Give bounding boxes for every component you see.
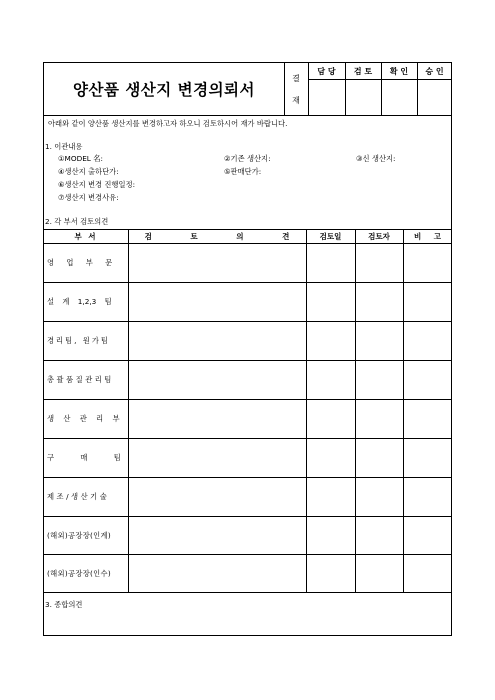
col-header-remarks: 비 고	[413, 232, 442, 241]
dept-row-accounting: 경리팀, 원가팀	[47, 336, 110, 345]
intro-text: 아래와 같이 양산품 생산지를 변경하고자 하오니 검토하시어 재가 바랍니다.	[48, 119, 288, 128]
approval-label	[284, 63, 308, 115]
dept-row-quality: 총괄품질관리팀	[47, 375, 114, 384]
field-sale-price: ⑤판매단가:	[224, 167, 262, 176]
header-bottom-rule	[44, 115, 452, 116]
dept-row-plant-handover: (해외)공장장(인계)	[47, 530, 112, 540]
col-header-review-date: 검토일	[319, 232, 342, 241]
approval-col-approve: 승 인	[425, 66, 444, 76]
form-title: 양산품 생산지 변경의뢰서	[73, 81, 255, 99]
approval-sign-approve[interactable]	[417, 80, 452, 115]
col-header-reviewer: 검토자	[368, 232, 390, 241]
section2-heading: 2. 각 부서 검토의견	[45, 217, 109, 226]
approval-sign-damdang[interactable]	[308, 80, 345, 115]
approval-col-confirm: 확 인	[389, 66, 409, 76]
dept-row-plant-takeover: (해외)공장장(인수)	[47, 568, 112, 578]
overall-opinion-area[interactable]	[44, 613, 452, 635]
approval-label-kyul: 결	[292, 74, 300, 83]
dept-row-manufacturing: 제조/생산기술	[47, 492, 110, 501]
change-request-form	[43, 62, 452, 636]
approval-sign-confirm[interactable]	[381, 80, 417, 115]
approval-col-review: 검 토	[353, 66, 373, 76]
dept-row-production-mgmt: 생 산 관 리 부	[47, 414, 120, 423]
field-new-site: ③신 생산지:	[356, 154, 396, 163]
approval-sign-review[interactable]	[345, 80, 381, 115]
col-header-dept: 부 서	[74, 232, 98, 241]
section3-heading: 3. 종합의견	[45, 600, 83, 609]
dept-row-purchasing: 구 매 팀	[47, 453, 121, 462]
dept-row-sales: 영 업 부 문	[47, 258, 113, 267]
field-model: ①MODEL 名:	[58, 154, 103, 163]
dept-row-design: 설 계 1,2,3 팀	[47, 297, 112, 306]
section1-heading: 1. 이관내용	[45, 142, 83, 151]
approval-col-damdang: 담 당	[317, 66, 336, 76]
field-schedule: ⑥생산지 변경 진행일정:	[58, 180, 136, 189]
approval-label-jae: 재	[292, 96, 300, 105]
field-reason: ⑦생산지 변경사유:	[58, 193, 119, 202]
field-existing-site: ②기존 생산지:	[224, 154, 271, 163]
col-header-opinion: 검 토 의 견	[144, 232, 290, 241]
field-factory-price: ④생산지 출하단가:	[58, 167, 119, 176]
